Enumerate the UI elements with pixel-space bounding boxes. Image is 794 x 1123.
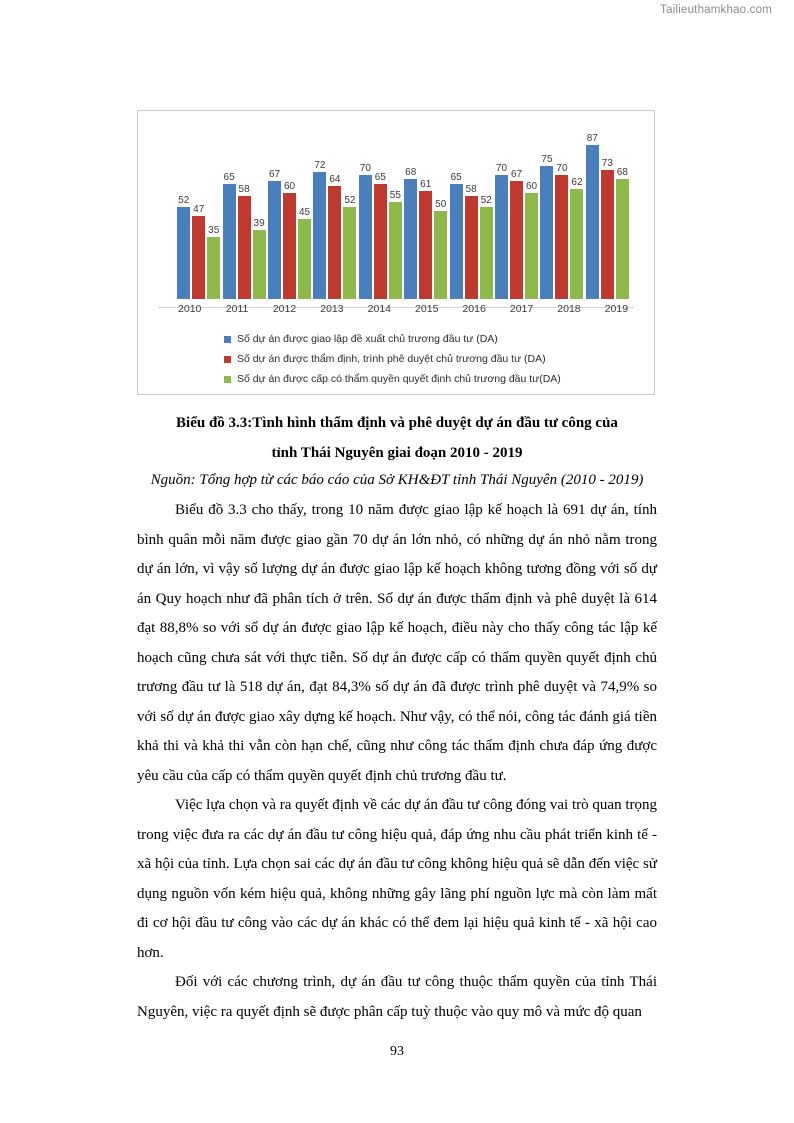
bar-value-label: 68 [405,166,417,178]
bar-2018-series3 [570,189,583,299]
paragraph-2: Việc lựa chọn và ra quyết định về các dự án đầu tư công đóng vai trò quan trọng trong việc đưa ra các dự án đầu tư công hiệu quả, đáp ứng nhu cầu phát triển kinh tế - xã hội của tỉnh. Lựa chọn sai các dự án đầu tư công không hiệu quả sẽ dẫn đến việc sử dụng nguồn vốn kém hiệu quả, không những gây lãng phí nguồn lực mà còn làm mất đi cơ hội đầu tư công vào các dự án khác có thể đem lại hiệu quả kinh tế - xã hội cao hơn. [137,797,657,961]
bar-wrap [555,119,568,299]
chart-group-2012 [267,119,312,299]
bar-value-label: 60 [283,180,296,192]
bar-2018-series1 [540,166,553,299]
chart-group-2017 [494,119,539,299]
chart-x-axis [166,303,640,315]
bar-value-label: 45 [298,207,311,219]
paragraph-1: Biểu đồ 3.3 cho thấy, trong 10 năm được giao lập kế hoạch là 691 dự án, tính bình quân mỗi năm được giao gần 70 dự án lớn nhỏ, có những dự án nhỏ nằm trong dự án lớn, vì vậy số lượng dự án được giao lập kế hoạch không tương đồng với số dự án Quy hoạch như đã phân tích ở trên. Số dự án được thẩm định và phê duyệt là 614 đạt 88,8% so với số dự án được giao lập kế hoạch, điều này cho thấy công tác lập kế hoạch cũng chưa sát với thực tiễn. Số dự án được cấp có thẩm quyền quyết định chủ trương đầu tư là 518 dự án, đạt 84,3% số dự án đã được trình phê duyệt và 74,9% so với số dự án được giao xây dựng kế hoạch. Như vậy, có thể nói, công tác đánh giá tiền khả thi và khả thi vẫn còn hạn chế, cũng như công tác thẩm định chưa đáp ứng được yêu cầu của cấp có thẩm quyền quyết định chủ trương đầu tư. [137,502,657,784]
bar-wrap [616,119,629,299]
bar-value-label: 55 [389,189,401,201]
bar-value-label: 72 [314,159,326,171]
bar-value-label: 70 [495,163,508,175]
bar-2014-series1 [359,175,372,299]
bar-2011-series1 [223,184,236,299]
chart-bar-groups [176,119,630,299]
bar-wrap [268,119,281,299]
bar-2014-series2 [374,184,387,299]
bar-value-label: 52 [178,195,190,207]
bar-2016-series1 [450,184,463,299]
bar-2019-series3 [616,179,629,299]
bar-wrap [495,119,508,299]
chart-group-2013 [312,119,357,299]
legend-label: Số dự án được giao lập đề xuất chủ trương đầu tư (DA) [237,333,498,345]
bar-wrap [313,119,326,299]
bar-value-label: 65 [223,172,235,184]
legend-item-3 [224,369,646,389]
bar-value-label: 58 [465,184,477,196]
bar-wrap [298,119,311,299]
bar-value-label: 73 [601,157,613,169]
bar-value-label: 67 [268,168,281,180]
chart-group-2010 [176,119,221,299]
bar-wrap [525,119,538,299]
bar-2019-series2 [601,170,614,299]
figure-source: Nguồn: Tổng hợp từ các báo cáo của Sở KH&ĐT tỉnh Thái Nguyên (2010 - 2019) [150,472,644,488]
bar-wrap [283,119,296,299]
bar-wrap [434,119,447,299]
bar-wrap [601,119,614,299]
bar-2018-series2 [555,175,568,299]
bar-wrap [465,119,478,299]
legend-label: Số dự án được thẩm định, trình phê duyệt chủ trương đầu tư (DA) [237,353,546,365]
bar-2016-series2 [465,196,478,299]
bar-2013-series3 [343,207,356,299]
legend-color-swatch [224,336,231,343]
legend-item-2 [224,349,646,369]
chart-group-2015 [403,119,448,299]
legend-color-swatch [224,376,231,383]
bar-wrap [207,119,220,299]
bar-2011-series2 [238,196,251,299]
bar-wrap [480,119,493,299]
site-watermark: Tailieuthamkhao.com [660,4,772,16]
bar-value-label: 39 [253,218,265,230]
bar-2010-series3 [207,237,220,299]
bar-wrap [404,119,417,299]
bar-2012-series2 [283,193,296,299]
bar-wrap [389,119,402,299]
x-tick-label: 2016 [462,303,486,315]
bar-value-label: 52 [480,195,492,207]
bar-2017-series1 [495,175,508,299]
bar-value-label: 61 [420,179,432,191]
legend-label: Số dự án được cấp có thẩm quyền quyết định chủ trương đầu tư(DA) [237,373,561,385]
bar-2019-series1 [586,145,599,299]
bar-2017-series3 [525,193,538,299]
bar-value-label: 68 [616,166,628,178]
chart-plot-area [148,119,644,299]
bar-2014-series3 [389,202,402,299]
bar-2010-series1 [177,207,190,299]
x-tick-label: 2013 [320,303,344,315]
figure-caption [137,408,657,468]
bar-wrap [253,119,266,299]
figure-caption-line1: Biểu đồ 3.3:Tình hình thẩm định và phê duyệt dự án đầu tư công của [176,415,618,431]
bar-wrap [223,119,236,299]
bar-wrap [192,119,205,299]
bar-chart [137,110,655,395]
bar-2015-series1 [404,179,417,299]
bar-value-label: 65 [374,172,386,184]
x-tick-label: 2012 [272,303,297,315]
x-tick-label: 2014 [367,303,391,315]
bar-value-label: 70 [359,163,371,175]
bar-2015-series3 [434,211,447,299]
x-tick-label: 2010 [178,303,202,315]
bar-wrap [419,119,432,299]
bar-wrap [238,119,251,299]
chart-group-2011 [221,119,266,299]
bar-value-label: 75 [541,154,553,166]
bar-2017-series2 [510,181,523,299]
bar-value-label: 87 [586,133,598,145]
bar-value-label: 58 [238,184,250,196]
bar-value-label: 60 [525,180,538,192]
bar-wrap [343,119,356,299]
x-tick-label: 2011 [225,303,249,315]
bar-value-label: 65 [450,172,462,184]
bar-wrap [570,119,583,299]
bar-wrap [450,119,463,299]
x-tick-label: 2015 [415,303,439,315]
bar-wrap [359,119,372,299]
body-text [137,496,657,1027]
bar-2013-series1 [313,172,326,299]
chart-legend [224,329,646,389]
bar-wrap [540,119,553,299]
figure-caption-line2: tỉnh Thái Nguyên giai đoạn 2010 - 2019 [271,445,523,461]
legend-color-swatch [224,356,231,363]
chart-group-2019 [585,119,630,299]
bar-2013-series2 [328,186,341,299]
bar-value-label: 70 [556,163,568,175]
paragraph-3: Đối với các chương trình, dự án đầu tư công thuộc thẩm quyền của tỉnh Thái Nguyên, việc ra quyết định sẽ được phân cấp tuỳ thuộc vào quy mô và mức độ quan [137,974,657,1020]
bar-value-label: 52 [344,195,356,207]
bar-value-label: 47 [193,203,205,215]
bar-wrap [328,119,341,299]
bar-wrap [586,119,599,299]
x-tick-label: 2017 [509,303,534,315]
x-tick-label: 2018 [557,303,581,315]
bar-2012-series3 [298,219,311,299]
chart-group-2018 [539,119,584,299]
bar-2015-series2 [419,191,432,299]
bar-value-label: 64 [329,173,341,185]
page-number: 93 [390,1044,404,1059]
bar-2016-series3 [480,207,493,299]
bar-2011-series3 [253,230,266,299]
bar-wrap [510,119,523,299]
bar-value-label: 50 [435,198,447,210]
bar-2010-series2 [192,216,205,299]
page-content [137,0,657,1123]
bar-wrap [177,119,190,299]
x-tick-label: 2019 [604,303,629,315]
chart-group-2016 [448,119,493,299]
bar-value-label: 62 [571,177,583,189]
bar-wrap [374,119,387,299]
legend-item-1 [224,329,646,349]
bar-value-label: 67 [510,168,523,180]
chart-group-2014 [358,119,403,299]
bar-value-label: 35 [208,225,220,237]
bar-2012-series1 [268,181,281,299]
